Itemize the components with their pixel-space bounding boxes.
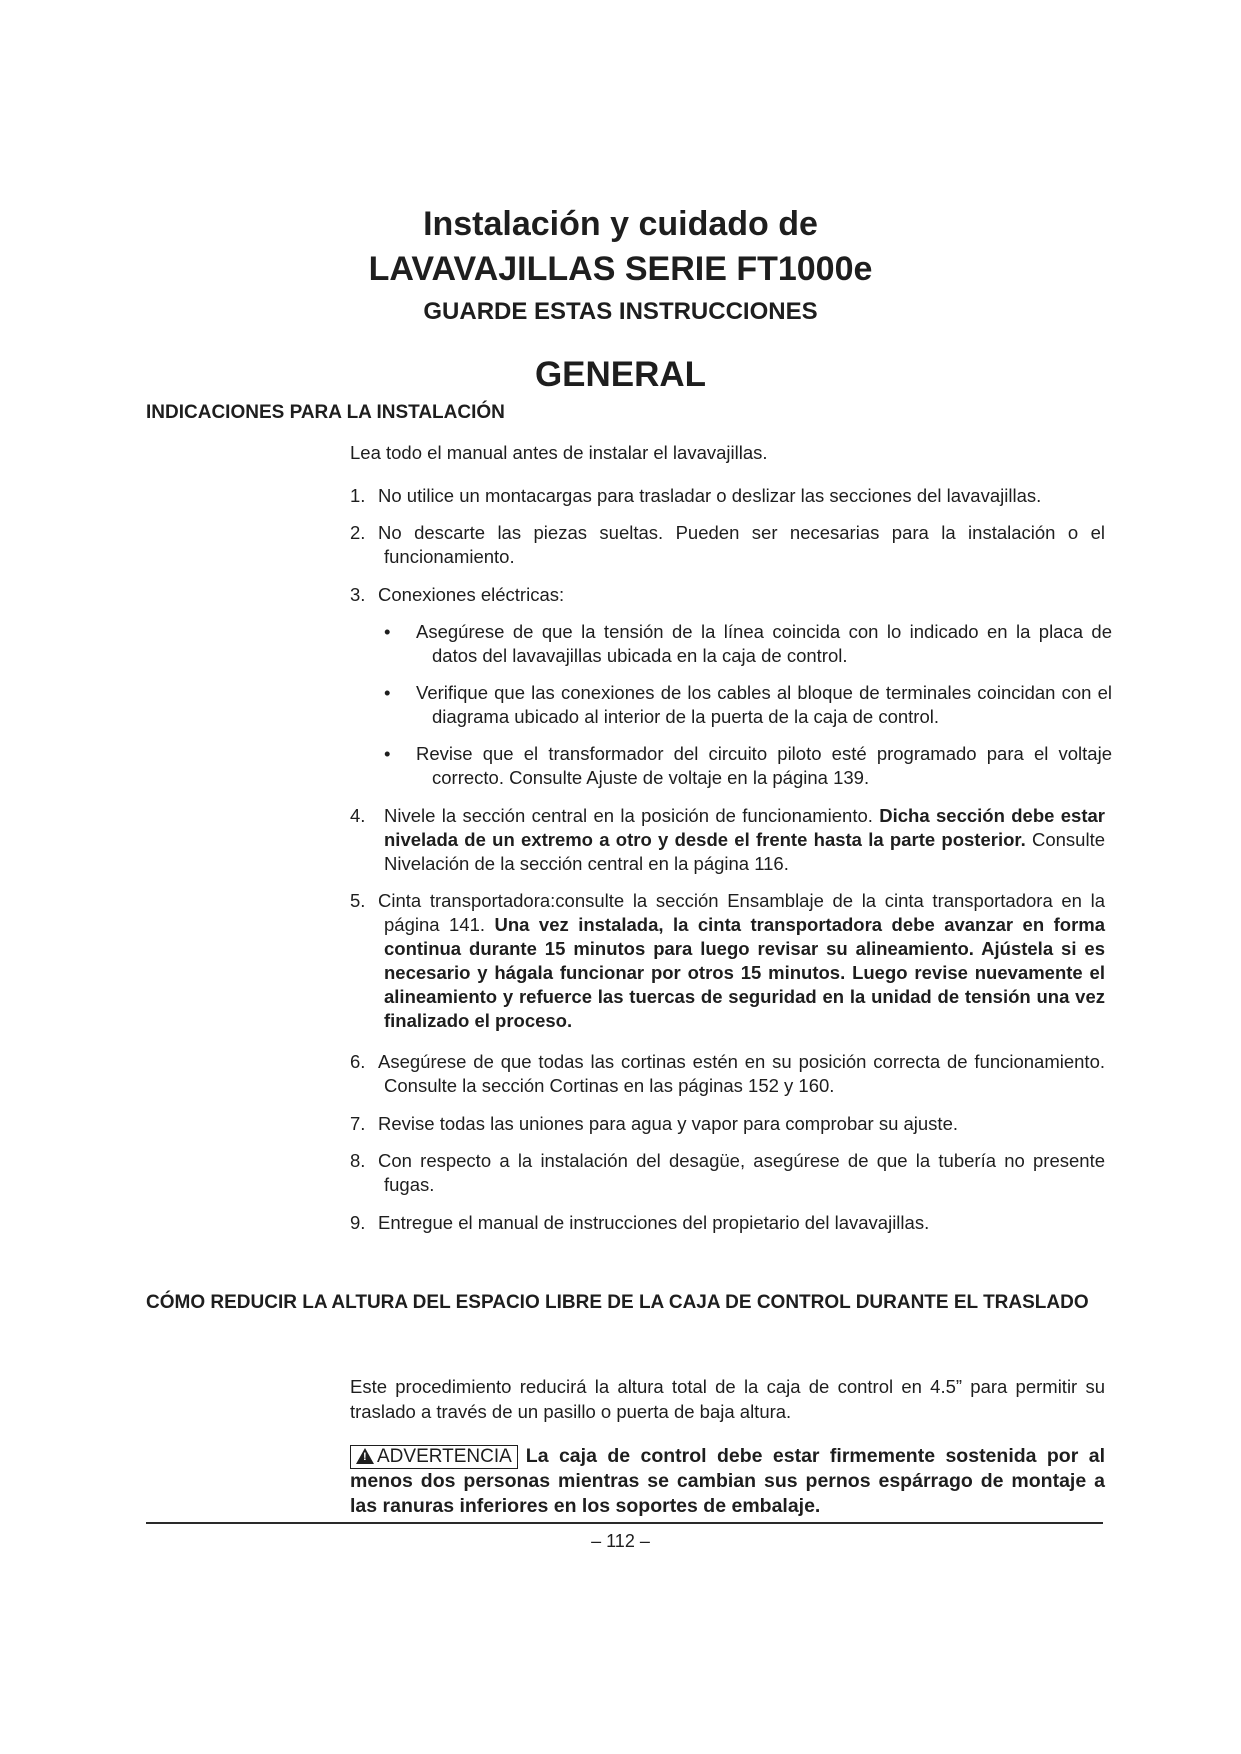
list-number: 5. — [350, 890, 366, 911]
list-item — [350, 1149, 1105, 1197]
bullet-item — [384, 620, 1112, 668]
list-number: 1. — [350, 485, 366, 506]
list-number: 3. — [350, 584, 366, 605]
list-number: 4. — [350, 805, 366, 826]
bullet-item — [384, 681, 1112, 729]
list-item — [350, 1050, 1105, 1098]
list-item — [350, 889, 1105, 1033]
warning-badge — [350, 1445, 518, 1469]
bullet-text: Asegúrese de que la tensión de la línea coincida con lo indicado en la placa de datos del lavavajillas ubicada en la caja de control. — [416, 621, 1112, 666]
list-item — [350, 583, 1105, 607]
list-number: 7. — [350, 1113, 366, 1134]
list-text — [350, 889, 1105, 1033]
installation-heading: INDICACIONES PARA LA INSTALACIÓN — [146, 402, 505, 423]
bullet-text: Revise que el transformador del circuito piloto esté programado para el voltaje correcto. Consulte Ajuste de voltaje en la página 139. — [416, 743, 1112, 788]
list-item — [350, 804, 1105, 876]
list-item — [350, 521, 1105, 569]
list-text: Con respecto a la instalación del desagüe, asegúrese de que la tubería no presente fugas. — [378, 1150, 1105, 1195]
list-text-after: Consulte Nivelación de la sección central en la página 116. — [384, 829, 1105, 874]
intro-paragraph: Lea todo el manual antes de instalar el lavavajillas. — [350, 442, 768, 463]
list-text: No utilice un montacargas para trasladar o deslizar las secciones del lavavajillas. — [378, 485, 1042, 506]
reduce-height-heading: CÓMO REDUCIR LA ALTURA DEL ESPACIO LIBRE DE LA CAJA DE CONTROL DURANTE EL TRASLADO — [146, 1292, 1089, 1313]
list-number: 9. — [350, 1212, 366, 1233]
list-text-plain: Nivele la sección central en la posición de funcionamiento. — [384, 805, 873, 826]
footer-divider — [146, 1522, 1103, 1524]
bullet-mark: • — [384, 682, 391, 703]
document-title-line2: LAVAVAJILLAS SERIE FT1000e — [368, 250, 873, 288]
list-text: Asegúrese de que todas las cortinas estén en su posición correcta de funcionamiento. Consulte la sección Cortinas en las páginas 152 y 160. — [378, 1051, 1105, 1096]
document-title-line1: Instalación y cuidado de — [423, 205, 818, 243]
list-text: Entregue el manual de instrucciones del propietario del lavavajillas. — [378, 1212, 930, 1233]
list-text — [350, 804, 1105, 876]
list-text-bold: Una vez instalada, la cinta transportadora debe avanzar en forma continua durante 15 minutos para luego revisar su alineamiento. Ajústela si es necesario y hágala funcionar por otros 15 minutos. Luego revise nuevamente el alineamiento y refuerce las tuercas de seguridad en la unidad de tensión una vez finalizado el proceso. — [384, 914, 1106, 1031]
bullet-mark: • — [384, 743, 391, 764]
warning-block — [350, 1444, 1105, 1519]
list-item — [350, 484, 1105, 508]
warning-text: La caja de control debe estar firmemente sostenida por al menos dos personas mientras se cambian sus pernos espárrago de montaje a las ranuras inferiores en los soportes de embalaje. — [350, 1445, 1105, 1517]
bullet-item — [384, 742, 1112, 790]
warning-triangle-icon: ! — [356, 1448, 374, 1464]
bullet-text: Verifique que las conexiones de los cables al bloque de terminales coincidan con el diagrama ubicado al interior de la puerta de la caja de control. — [416, 682, 1112, 727]
list-item — [350, 1211, 1105, 1235]
list-item — [350, 1112, 1105, 1136]
warning-label: ADVERTENCIA — [377, 1446, 512, 1467]
list-text: No descarte las piezas sueltas. Pueden ser necesarias para la instalación o el funcionamiento. — [378, 522, 1105, 567]
section-title: GENERAL — [534, 355, 707, 394]
list-text-plain: Cinta transportadora:consulte la sección Ensamblaje de la cinta transportadora en la página 141. — [378, 890, 1105, 935]
page-number: – 112 – — [591, 1531, 650, 1551]
procedure-paragraph: Este procedimiento reducirá la altura total de la caja de control en 4.5” para permitir su traslado a través de un pasillo o puerta de baja altura. — [350, 1376, 1105, 1422]
list-text-bold: Dicha sección debe estar nivelada de un extremo a otro y desde el frente hasta la parte posterior. — [384, 805, 1105, 850]
bullet-mark: • — [384, 621, 391, 642]
list-text: Conexiones eléctricas: — [378, 584, 565, 605]
list-number: 2. — [350, 522, 366, 543]
document-subtitle: GUARDE ESTAS INSTRUCCIONES — [423, 298, 818, 325]
list-number: 8. — [350, 1150, 366, 1171]
list-text: Revise todas las uniones para agua y vapor para comprobar su ajuste. — [378, 1113, 959, 1134]
list-number: 6. — [350, 1051, 366, 1072]
